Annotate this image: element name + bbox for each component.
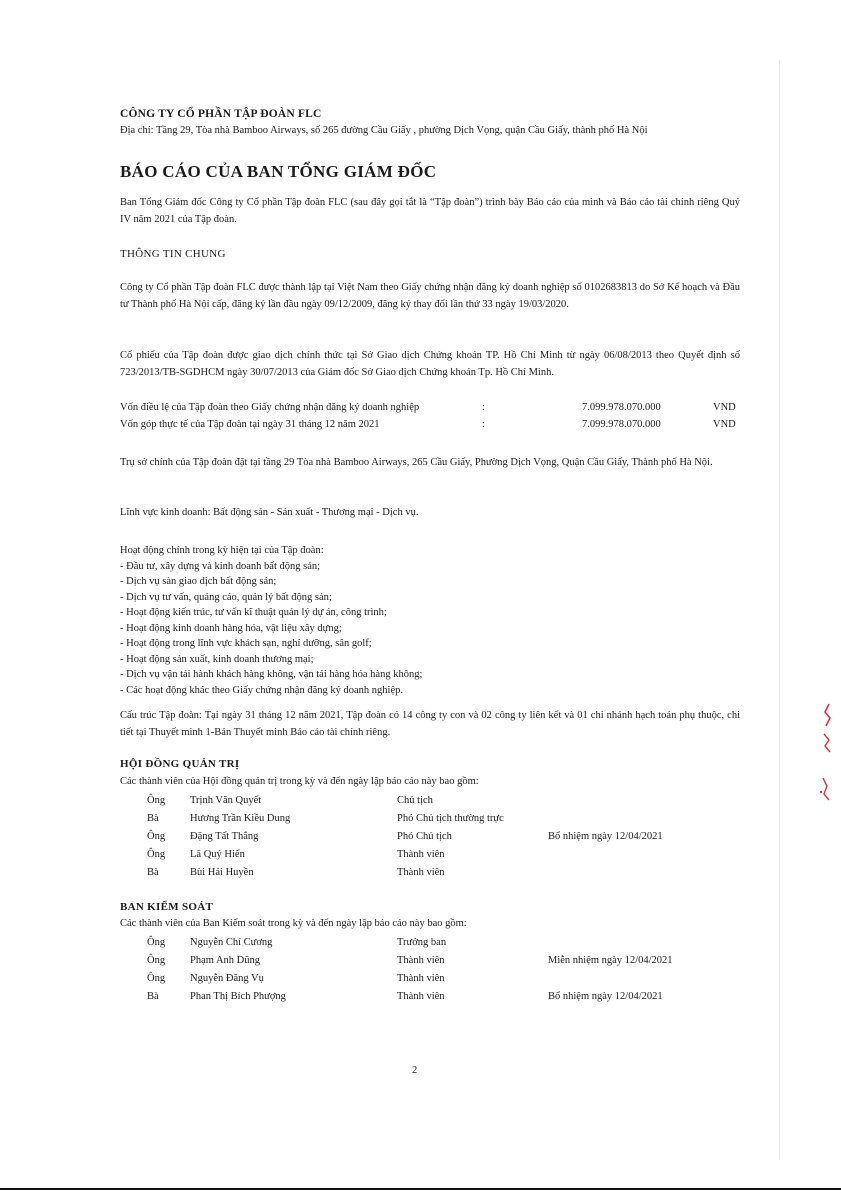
member-role: Thành viên: [397, 973, 445, 984]
supervisory-heading: BAN KIỂM SOÁT: [120, 901, 214, 913]
list-item: - Dịch vụ tư vấn, quảng cáo, quản lý bất động sản;: [120, 591, 332, 603]
member-name: Phan Thị Bích Phượng: [190, 991, 286, 1002]
list-item: - Hoạt động sản xuất, kinh doanh thương mại;: [120, 653, 314, 665]
member-role: Phó Chủ tịch thường trực: [397, 813, 504, 824]
supervisory-member-row: [0, 990, 841, 1007]
member-role: Thành viên: [397, 991, 445, 1002]
listing-paragraph: Cổ phiếu của Tập đoàn được giao dịch chính thức tại Sở Giao dịch Chứng khoán TP. Hồ Chí Minh từ ngày 06/08/2013 theo Quyết định số 723/2013/TB-SGDHCM ngày 30/07/2013 của Giám đốc Sở Giao dịch Chứng khoán Tp. Hồ Chí Minh.: [120, 350, 740, 378]
headquarters-paragraph: Trụ sở chính của Tập đoàn đặt tại tầng 29 Tòa nhà Bamboo Airways, 265 Cầu Giấy, Phường Dịch Vọng, Quận Cầu Giấy, Thành phố Hà Nội.: [120, 457, 713, 468]
list-item: - Các hoạt động khác theo Giấy chứng nhận đăng ký doanh nghiệp.: [120, 684, 403, 696]
board-heading: HỘI ĐỒNG QUẢN TRỊ: [120, 758, 240, 770]
report-title: BÁO CÁO CỦA BAN TỔNG GIÁM ĐỐC: [120, 162, 437, 181]
list-item: - Hoạt động kinh doanh hàng hóa, vật liệu xây dựng;: [120, 622, 342, 634]
capital-value: 7.099.978.070.000: [582, 419, 661, 430]
member-title: Ông: [147, 937, 166, 948]
company-name: CÔNG TY CỔ PHẦN TẬP ĐOÀN FLC: [120, 108, 322, 120]
list-item: - Đầu tư, xây dựng và kinh doanh bất động sản;: [120, 560, 321, 572]
member-name: Nguyễn Đăng Vụ: [190, 973, 264, 984]
member-name: Hương Trần Kiều Dung: [190, 813, 291, 824]
capital-label: Vốn góp thực tế của Tập đoàn tại ngày 31 tháng 12 năm 2021: [120, 419, 380, 430]
capital-currency: VND: [713, 402, 736, 413]
board-member-row: [0, 794, 841, 811]
member-name: Trịnh Văn Quyết: [190, 795, 262, 806]
scan-edge-line: [779, 60, 780, 1160]
member-title: Bà: [147, 991, 159, 1002]
page-number: 2: [412, 1065, 418, 1076]
member-title: Bà: [147, 867, 159, 878]
member-title: Ông: [147, 831, 166, 842]
business-field: Lĩnh vực kinh doanh: Bất động sản - Sản xuất - Thương mại - Dịch vụ.: [120, 507, 419, 518]
board-intro: Các thành viên của Hội đồng quản trị trong kỳ và đến ngày lập báo cáo này bao gồm:: [120, 776, 479, 787]
list-item: - Hoạt động kiến trúc, tư vấn kĩ thuật quản lý dự án, công trình;: [120, 607, 387, 618]
supervisory-intro: Các thành viên của Ban Kiểm soát trong kỳ và đến ngày lập báo cáo này bao gồm:: [120, 918, 467, 929]
member-role: Thành viên: [397, 867, 445, 878]
member-role: Chủ tịch: [397, 795, 433, 806]
member-role: Thành viên: [397, 955, 445, 966]
member-role: Trưởng ban: [397, 937, 447, 948]
member-role: Thành viên: [397, 849, 445, 860]
board-member-row: [0, 866, 841, 883]
capital-colon: :: [482, 402, 485, 413]
supervisory-member-row: [0, 936, 841, 953]
stamp-stroke: [824, 734, 830, 752]
member-role: Phó Chủ tịch: [397, 831, 452, 842]
list-item: - Dịch vụ sàn giao dịch bất động sản;: [120, 576, 277, 587]
general-info-heading: THÔNG TIN CHUNG: [120, 248, 226, 260]
charter-capital-row: [0, 401, 841, 418]
member-title: Ông: [147, 955, 166, 966]
capital-currency: VND: [713, 419, 736, 430]
contributed-capital-row: [0, 418, 841, 435]
list-item: - Hoạt động trong lĩnh vực khách sạn, nghỉ dưỡng, sân golf;: [120, 638, 372, 649]
list-item: - Dịch vụ vận tải hành khách hàng không, vận tải hàng hóa hàng không;: [120, 669, 423, 680]
activities-list: [120, 543, 720, 698]
board-member-row: [0, 812, 841, 829]
report-intro: Ban Tổng Giám đốc Công ty Cổ phần Tập đoàn FLC (sau đây gọi tắt là “Tập đoàn”) trình bày Báo cáo của mình và Báo cáo tài chính riêng Quý IV năm 2021 của Tập đoàn.: [120, 197, 740, 225]
member-name: Đặng Tất Thắng: [190, 831, 259, 842]
scan-bottom-edge: [0, 1188, 841, 1190]
capital-value: 7.099.978.070.000: [582, 402, 661, 413]
supervisory-member-row: [0, 972, 841, 989]
member-note: Bổ nhiệm ngày 12/04/2021: [548, 831, 663, 842]
stamp-stroke: [825, 704, 830, 726]
structure-paragraph: Cấu trúc Tập đoàn: Tại ngày 31 tháng 12 năm 2021, Tập đoàn có 14 công ty con và 02 công ty liên kết và 01 chi nhánh hạch toán phụ thuộc, chi tiết tại Thuyết minh 1-Bản Thuyết minh Báo cáo tài chính riêng.: [120, 710, 740, 738]
member-note: Miễn nhiệm ngày 12/04/2021: [548, 955, 673, 966]
member-name: Bùi Hải Huyền: [190, 867, 254, 878]
board-member-row: [0, 830, 841, 847]
capital-label: Vốn điều lệ của Tập đoàn theo Giấy chứng nhận đăng ký doanh nghiệp: [120, 402, 420, 413]
supervisory-member-row: [0, 954, 841, 971]
establishment-paragraph: Công ty Cổ phần Tập đoàn FLC được thành lập tại Việt Nam theo Giấy chứng nhận đăng ký doanh nghiệp số 0102683813 do Sở Kế hoạch và Đầu tư Thành phố Hà Nội cấp, đăng ký lần đầu ngày 09/12/2009, đăng ký thay đổi lần thứ 33 ngày 19/03/2020.: [120, 282, 740, 310]
member-name: Lã Quý Hiển: [190, 849, 245, 860]
stamp-stroke: [823, 778, 829, 800]
member-note: Bổ nhiệm ngày 12/04/2021: [548, 991, 663, 1002]
member-name: Nguyễn Chí Cương: [190, 937, 273, 948]
member-title: Ông: [147, 849, 166, 860]
stamp-dot: [820, 791, 822, 793]
member-title: Ông: [147, 973, 166, 984]
member-name: Phạm Anh Dũng: [190, 955, 261, 966]
red-stamp-mark: [815, 700, 839, 810]
board-member-row: [0, 848, 841, 865]
member-title: Bà: [147, 813, 159, 824]
company-address: Địa chỉ: Tầng 29, Tòa nhà Bamboo Airways, số 265 đường Cầu Giấy , phường Dịch Vọng, quận Cầu Giấy, thành phố Hà Nội: [120, 125, 648, 136]
activities-intro: Hoạt động chính trong kỳ hiện tại của Tập đoàn:: [120, 545, 324, 556]
member-title: Ông: [147, 795, 166, 806]
capital-colon: :: [482, 419, 485, 430]
